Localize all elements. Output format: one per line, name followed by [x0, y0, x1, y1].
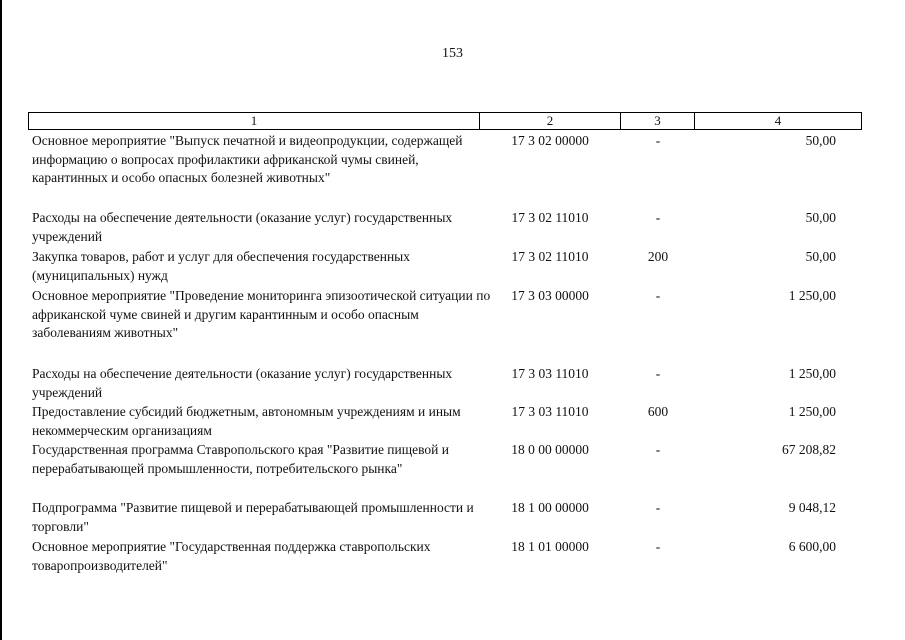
- row-code: 18 1 00 00000: [511, 500, 589, 515]
- header-col-4: 4: [695, 113, 862, 130]
- row-amount: 1 250,00: [788, 288, 836, 303]
- row-code: 17 3 03 00000: [511, 288, 589, 303]
- header-col-2: 2: [480, 113, 621, 130]
- row-type: 600: [647, 404, 669, 419]
- row-name: Расходы на обеспечение деятельности (оказание услуг) государственных учреждений: [32, 366, 453, 400]
- row-name: Основное мероприятие "Государственная поддержка ставропольских товаропроизводителей": [32, 539, 431, 573]
- row-code: 18 1 01 00000: [511, 539, 589, 554]
- row-code: 17 3 02 11010: [511, 249, 589, 264]
- row-name: Расходы на обеспечение деятельности (оказание услуг) государственных учреждений: [32, 210, 453, 244]
- page-number: 153: [442, 46, 463, 61]
- row-name: Предоставление субсидий бюджетным, автономным учреждениям и иным некоммерческим организациям: [32, 404, 461, 438]
- row-name: Основное мероприятие "Выпуск печатной и видеопродукции, содержащей информацию о вопросах профилактики африканской чумы свиней, карантинных и особо опасных болезней животных": [32, 133, 463, 185]
- row-name: Подпрограмма "Развитие пищевой и перерабатывающей промышленности и торговли": [32, 500, 474, 534]
- row-amount: 1 250,00: [788, 366, 836, 381]
- row-name: Государственная программа Ставропольского края "Развитие пищевой и перерабатывающей промышленности, потребительского рынка": [32, 442, 449, 476]
- row-type: -: [655, 442, 661, 457]
- row-type: -: [655, 366, 661, 381]
- table-header: [28, 112, 862, 130]
- row-name: Закупка товаров, работ и услуг для обеспечения государственных (муниципальных) нужд: [32, 249, 411, 283]
- header-col-3: 3: [621, 113, 695, 130]
- row-name: Основное мероприятие "Проведение мониторинга эпизоотической ситуации по африканской чуме свиней и другим карантинным и особо опасным заболеваниям животных": [32, 288, 491, 340]
- row-amount: 1 250,00: [788, 404, 836, 419]
- row-code: 18 0 00 00000: [511, 442, 589, 457]
- header-col-1: 1: [250, 113, 258, 128]
- row-type: -: [655, 500, 661, 515]
- row-type: -: [655, 210, 661, 225]
- row-type: -: [655, 133, 661, 148]
- row-amount: 67 208,82: [782, 442, 836, 457]
- row-amount: 50,00: [805, 249, 836, 264]
- row-code: 17 3 02 11010: [511, 210, 589, 225]
- row-code: 17 3 03 11010: [511, 366, 589, 381]
- row-amount: 9 048,12: [788, 500, 836, 515]
- row-amount: 50,00: [805, 133, 836, 148]
- row-amount: 6 600,00: [788, 539, 836, 554]
- row-amount: 50,00: [805, 210, 836, 225]
- page-left-border: [0, 0, 2, 640]
- row-type: 200: [647, 249, 669, 264]
- row-type: -: [655, 288, 661, 303]
- row-code: 17 3 03 11010: [511, 404, 589, 419]
- row-code: 17 3 02 00000: [511, 133, 589, 148]
- row-type: -: [655, 539, 661, 554]
